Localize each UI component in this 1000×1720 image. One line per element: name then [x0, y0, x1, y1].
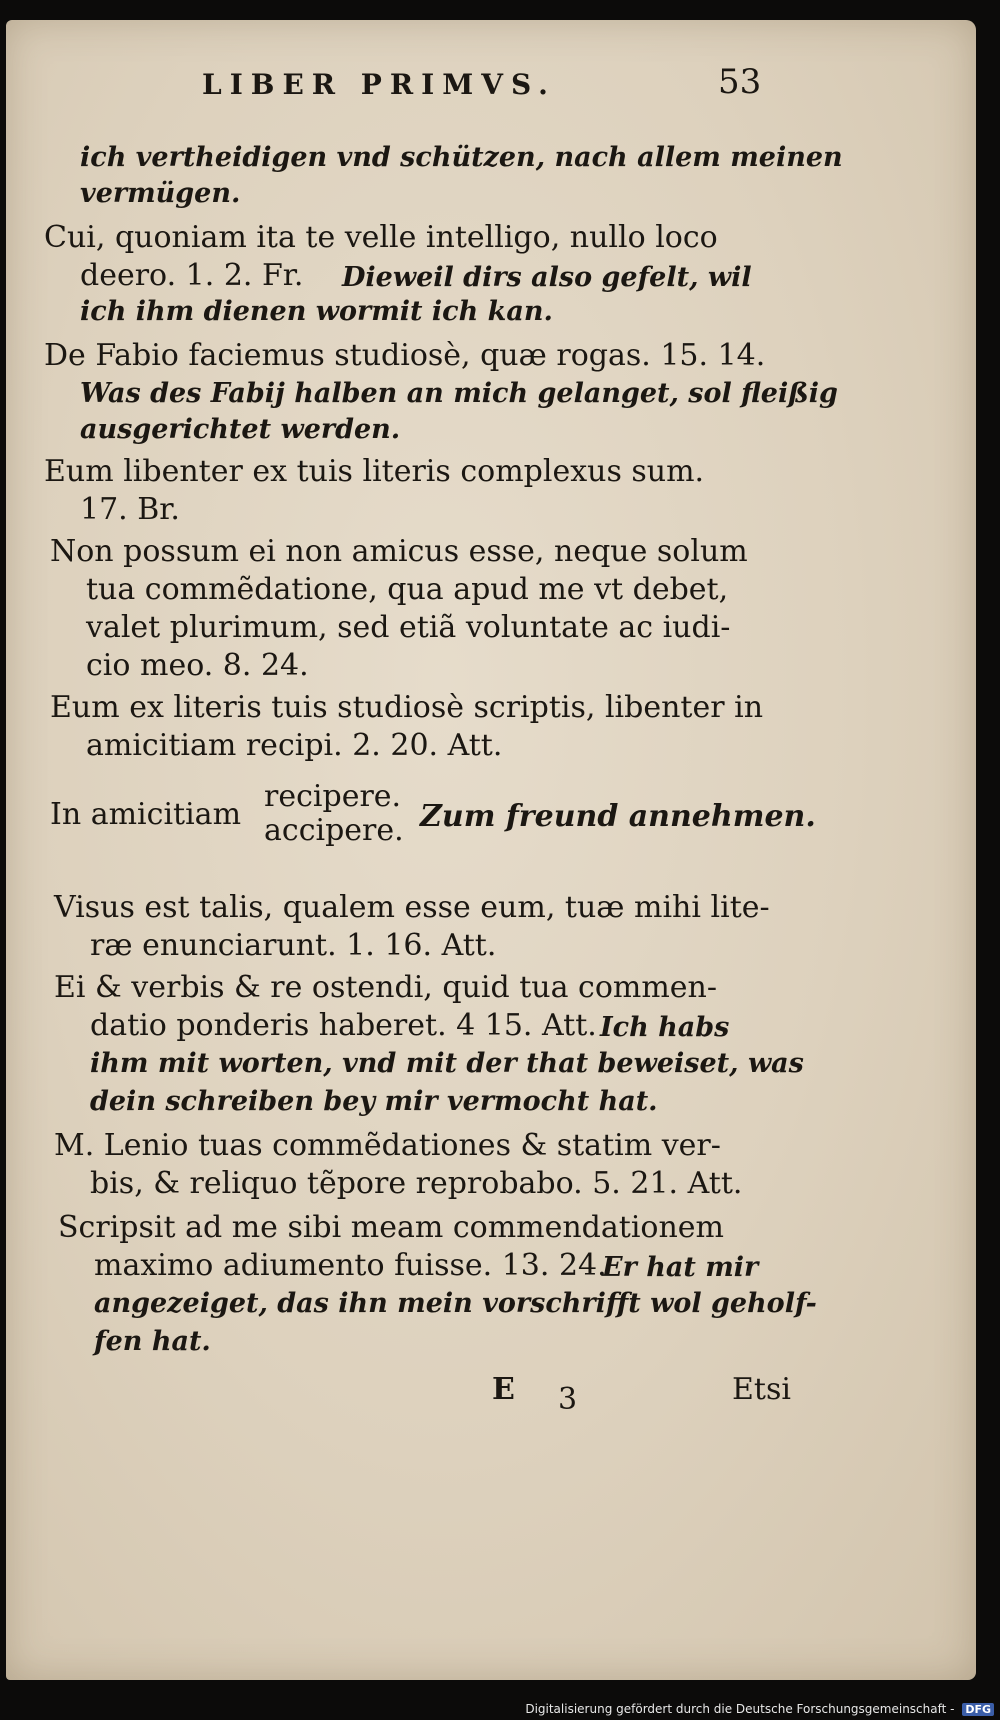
- text-line: ihm mit worten, vnd mit der that beweiset, was: [90, 1048, 804, 1079]
- text-line: deero. 1. 2. Fr.: [80, 258, 304, 293]
- text-line: 17. Br.: [80, 492, 180, 527]
- text-line: Scripsit ad me sibi meam commendationem: [58, 1210, 724, 1245]
- german-gloss: Er hat mir: [602, 1252, 759, 1283]
- text-line: ich ihm dienen wormit ich kan.: [80, 296, 553, 327]
- text-line: maximo adiumento fuisse. 13. 24.: [94, 1248, 607, 1283]
- catchword: Etsi: [732, 1372, 791, 1407]
- text-line: Non possum ei non amicus esse, neque solum: [50, 534, 748, 569]
- text-line: Was des Fabij halben an mich gelanget, sol fleißig: [80, 378, 838, 409]
- text-line: bis, & reliquo tẽpore reprobabo. 5. 21. Att.: [90, 1166, 743, 1201]
- book-page: [6, 20, 976, 1680]
- bracket-upper: recipere.: [264, 779, 402, 814]
- text-line: ich vertheidigen vnd schützen, nach allem meinen: [80, 142, 843, 173]
- text-line: ræ enunciarunt. 1. 16. Att.: [90, 928, 497, 963]
- digitization-credit: [525, 1702, 994, 1716]
- text-line: datio ponderis haberet. 4 15. Att.: [90, 1008, 597, 1043]
- signature-number: 3: [558, 1382, 578, 1417]
- text-line: valet plurimum, sed etiã voluntate ac iudi-: [86, 610, 731, 645]
- text-line: fen hat.: [94, 1326, 211, 1357]
- text-line: Eum libenter ex tuis literis complexus sum.: [44, 454, 705, 489]
- text-line: Cui, quoniam ita te velle intelligo, nullo loco: [44, 220, 718, 255]
- text-line: vermügen.: [80, 178, 241, 209]
- text-line: cio meo. 8. 24.: [86, 648, 309, 683]
- text-line: dein schreiben bey mir vermocht hat.: [90, 1086, 658, 1117]
- page-number: 53: [718, 62, 762, 102]
- dfg-logo: DFG: [962, 1703, 994, 1716]
- text-line: amicitiam recipi. 2. 20. Att.: [86, 728, 503, 763]
- credit-text: Digitalisierung gefördert durch die Deutsche Forschungsgemeinschaft -: [525, 1702, 955, 1716]
- text-line: De Fabio faciemus studiosè, quæ rogas. 15. 14.: [44, 338, 766, 373]
- text-line: ausgerichtet werden.: [80, 414, 401, 445]
- german-gloss: Ich habs: [600, 1012, 730, 1043]
- signature-mark: E: [492, 1372, 515, 1407]
- bracket-lead: In amicitiam: [50, 797, 242, 832]
- text-line: M. Lenio tuas commẽdationes & statim ver-: [54, 1128, 721, 1163]
- text-line: Eum ex literis tuis studiosè scriptis, libenter in: [50, 690, 764, 725]
- bracket-lower: accipere.: [264, 813, 404, 848]
- text-line: angezeiget, das ihn mein vorschrifft wol geholf-: [94, 1288, 817, 1319]
- bracket-gloss: Zum freund annehmen.: [420, 799, 816, 834]
- text-line: tua commẽdatione, qua apud me vt debet,: [86, 572, 729, 607]
- text-line: Ei & verbis & re ostendi, quid tua commen-: [54, 970, 718, 1005]
- text-line: Visus est talis, qualem esse eum, tuæ mihi lite-: [54, 890, 770, 925]
- running-title: LIBER PRIMVS.: [202, 68, 556, 101]
- german-gloss: Dieweil dirs also gefelt, wil: [342, 262, 752, 293]
